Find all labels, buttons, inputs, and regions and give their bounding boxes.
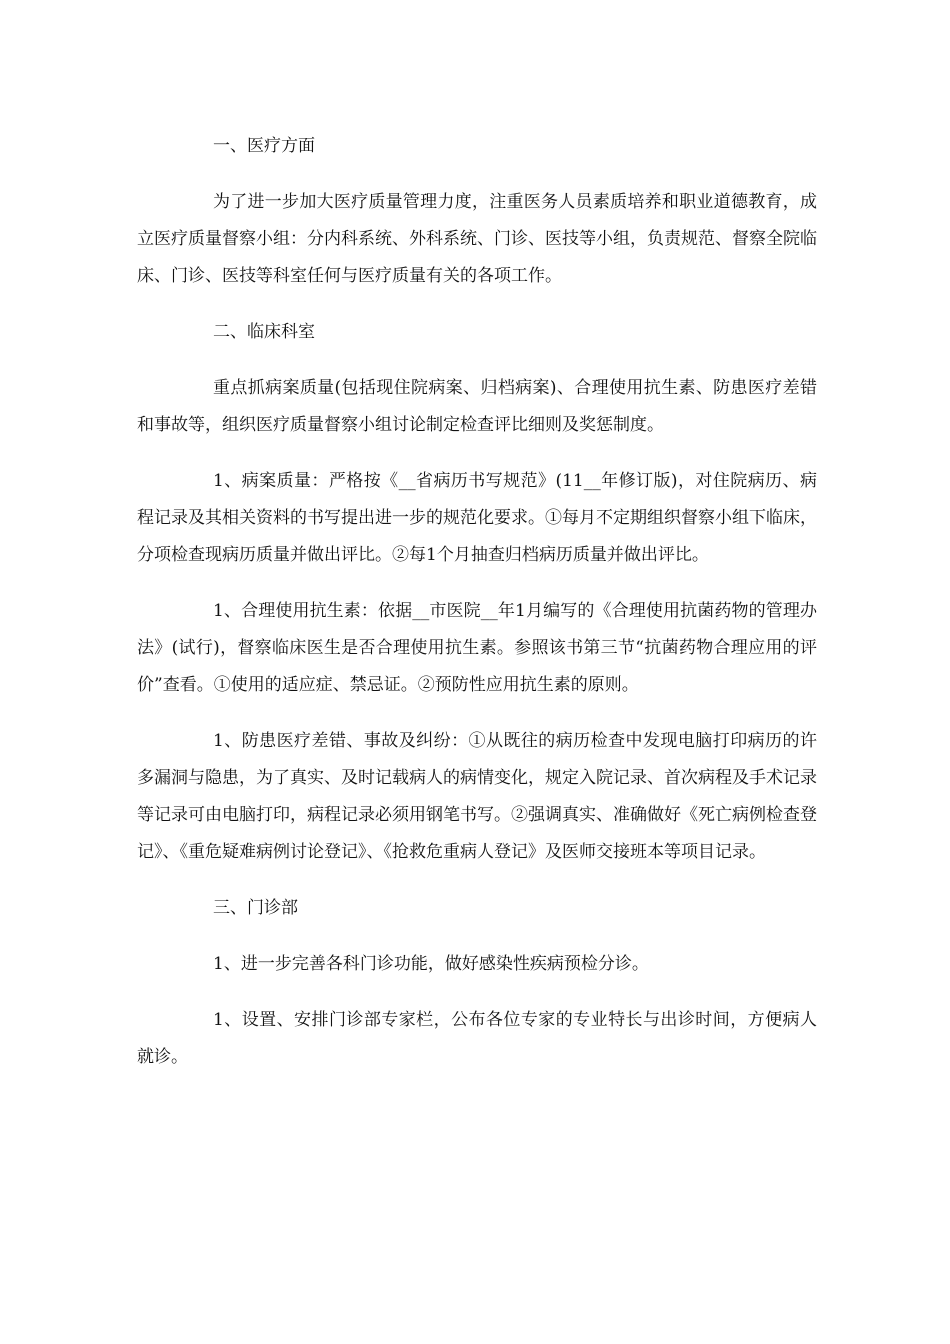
paragraph-expert-column: 1、设置、安排门诊部专家栏，公布各位专家的专业特长与出诊时间，方便病人就诊。 xyxy=(137,1010,817,1067)
section-heading-medical: 一、医疗方面 xyxy=(213,136,315,156)
section-heading-clinical: 二、临床科室 xyxy=(213,322,315,342)
document-body xyxy=(137,128,817,1095)
paragraph-antibiotics: 1、合理使用抗生素：依据__市医院__年1月编写的《合理使用抗菌药物的管理办法》(试行)，督察临床医生是否合理使用抗生素。参照该书第三节“抗菌药物合理应用的评价”查看。①使用的适应症、禁忌证。②预防性应用抗生素的原则。 xyxy=(137,601,817,695)
paragraph-case-quality: 1、病案质量：严格按《__省病历书写规范》(11__年修订版)，对住院病历、病程记录及其相关资料的书写提出进一步的规范化要求。①每月不定期组织督察小组下临床，分项检查现病历质量并做出评比。②每1个月抽查归档病历质量并做出评比。 xyxy=(137,471,817,565)
paragraph-error-prevention: 1、防患医疗差错、事故及纠纷：①从既往的病历检查中发现电脑打印病历的许多漏洞与隐患，为了真实、及时记载病人的病情变化，规定入院记录、首次病程及手术记录等记录可由电脑打印，病程记录必须用钢笔书写。②强调真实、准确做好《死亡病例检查登记》、《重危疑难病例讨论登记》、《抢救危重病人登记》及医师交接班本等项目记录。 xyxy=(137,731,817,862)
paragraph-outpatient-function: 1、进一步完善各科门诊功能，做好感染性疾病预检分诊。 xyxy=(213,954,649,974)
paragraph-quality-supervision: 为了进一步加大医疗质量管理力度，注重医务人员素质培养和职业道德教育，成立医疗质量督察小组：分内科系统、外科系统、门诊、医技等小组，负责规范、督察全院临床、门诊、医技等科室任何与医疗质量有关的各项工作。 xyxy=(137,192,817,286)
paragraph-clinical-focus: 重点抓病案质量(包括现住院病案、归档病案)、合理使用抗生素、防患医疗差错和事故等，组织医疗质量督察小组讨论制定检查评比细则及奖惩制度。 xyxy=(137,378,817,435)
section-heading-outpatient: 三、门诊部 xyxy=(213,898,298,918)
